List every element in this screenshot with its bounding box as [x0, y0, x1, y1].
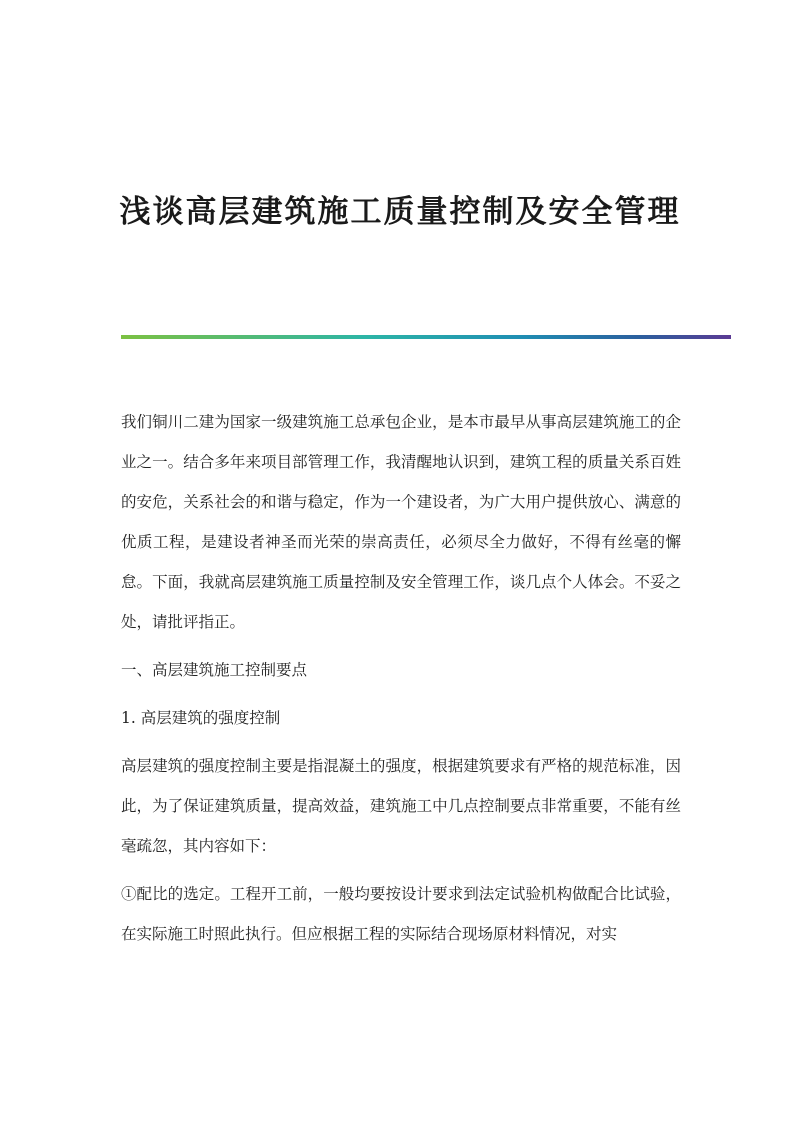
body-paragraph: 高层建筑的强度控制主要是指混凝土的强度，根据建筑要求有严格的规范标准，因此，为了保证建筑质量，提高效益，建筑施工中几点控制要点非常重要，不能有丝毫疏忽，其内容如下：: [121, 757, 681, 855]
document-title: 浅谈高层建筑施工质量控制及安全管理: [119, 194, 681, 230]
list-paragraph: ①配比的选定。工程开工前，一般均要按设计要求到法定试验机构做配合比试验，在实际施工时照此执行。但应根据工程的实际结合现场原材料情况，对实: [121, 885, 681, 943]
intro-paragraph: 我们铜川二建为国家一级建筑施工总承包企业，是本市最早从事高层建筑施工的企业之一。结合多年来项目部管理工作，我清醒地认识到，建筑工程的质量关系百姓的安危，关系社会的和谐与稳定，作为一个建设者，为广大用户提供放心、满意的优质工程，是建设者神圣而光荣的崇高责任，必须尽全力做好，不得有丝毫的懈怠。下面，我就高层建筑施工质量控制及安全管理工作，谈几点个人体会。不妥之处，请批评指正。: [121, 413, 681, 631]
section-heading: 一、高层建筑施工控制要点: [121, 661, 308, 679]
title-divider: [121, 335, 731, 339]
document-body: [121, 402, 681, 954]
subsection-heading: 1. 高层建筑的强度控制: [121, 709, 281, 727]
